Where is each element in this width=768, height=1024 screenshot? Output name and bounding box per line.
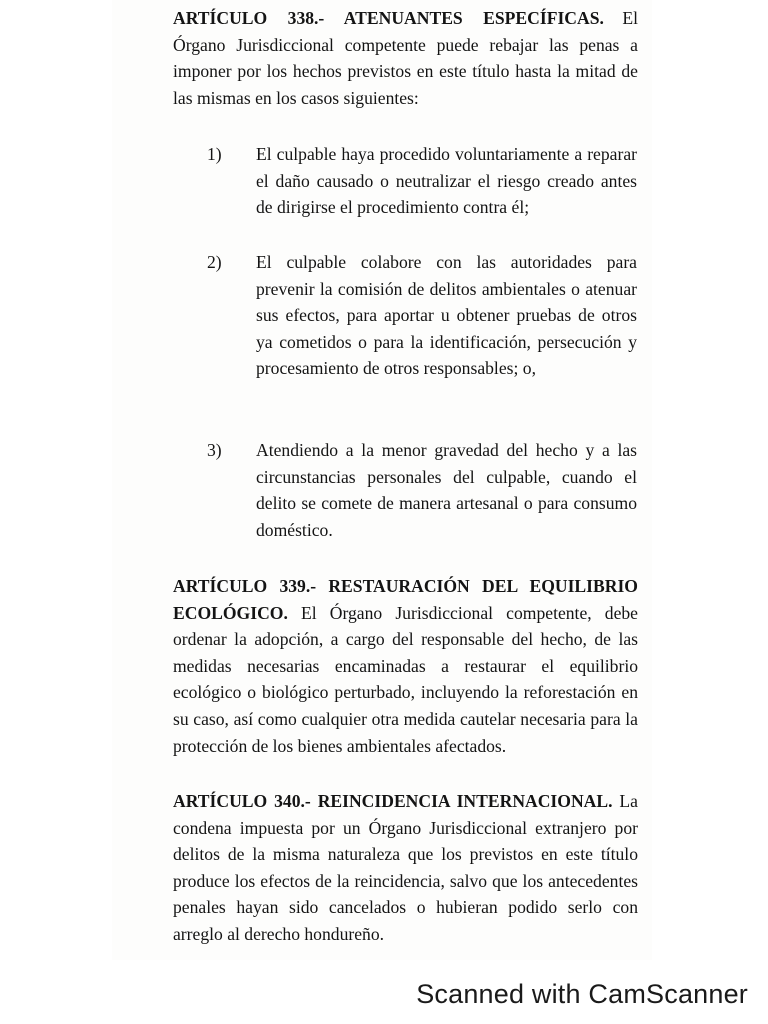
article-338-heading: ARTÍCULO 338.- ATENUANTES ESPECÍFICAS. (173, 8, 604, 28)
article-340-body: La condena impuesta por un Órgano Jurisdiccional extranjero por delitos de la misma naturaleza que los previstos en este título produce los efectos de la reincidencia, salvo que los antecedentes penales hayan sido cancelados o hubieran podido serlo con arreglo al derecho hondureño. (173, 791, 638, 944)
article-340 (173, 788, 638, 948)
list-item-number: 3) (207, 440, 222, 460)
article-338-body: El Órgano Jurisdiccional competente puede rebajar las penas a imponer por los hechos previstos en este título hasta la mitad de las mismas en los casos siguientes: (173, 8, 638, 108)
camscanner-watermark: Scanned with CamScanner (416, 979, 748, 1009)
article-339 (173, 573, 638, 759)
list-item-number: 1) (207, 144, 222, 164)
list-item-number: 2) (207, 252, 222, 272)
article-338 (173, 5, 638, 111)
list-item-text: El culpable haya procedido voluntariamente a reparar el daño causado o neutralizar el riesgo creado antes de dirigirse el procedimiento contra él; (256, 144, 637, 218)
article-339-heading: ARTÍCULO 339.- RESTAURACIÓN DEL EQUILIBRIO ECOLÓGICO. (173, 576, 638, 623)
article-339-body: El Órgano Jurisdiccional competente, debe ordenar la adopción, a cargo del responsable del hecho, de las medidas necesarias encaminadas a restaurar el equilibrio ecológico o biológico perturbado, incluyendo la reforestación en su caso, así como cualquier otra medida cautelar necesaria para la protección de los bienes ambientales afectados. (173, 602, 638, 756)
article-340-heading: ARTÍCULO 340.- REINCIDENCIA INTERNACIONAL. (173, 791, 613, 811)
list-item-text: El culpable colabore con las autoridades para prevenir la comisión de delitos ambientales o atenuar sus efectos, para aportar u obtener pruebas de otros ya cometidos o para la identificación, persecución y procesamiento de otros responsables; o, (256, 252, 637, 379)
list-item-text: Atendiendo a la menor gravedad del hecho y a las circunstancias personales del culpable, cuando el delito se comete de manera artesanal o para consumo doméstico. (256, 440, 637, 540)
